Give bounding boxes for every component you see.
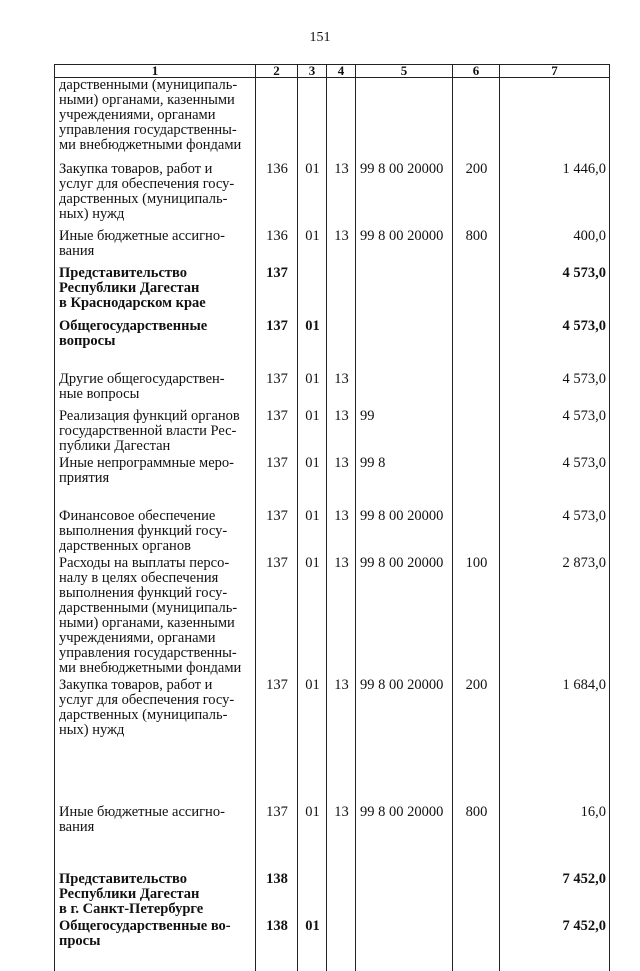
row-name (55, 370, 256, 407)
row-section (298, 264, 327, 317)
row-subsection (327, 227, 356, 264)
row-section-text: 01 (305, 408, 320, 424)
row-amount (500, 264, 610, 317)
row-name (55, 227, 256, 264)
row-expense-type (453, 507, 500, 554)
row-target-article-text (360, 917, 449, 919)
row-subsection (327, 317, 356, 370)
row-subsection-text (331, 317, 352, 319)
row-name-text: Закупка товаров, работ и услуг для обеспечения госу- дарственных (муниципаль- ных) нужд (59, 161, 235, 222)
row-code (256, 407, 298, 454)
row-target-article-text: 99 8 00 20000 (360, 228, 444, 244)
row-expense-type (453, 160, 500, 227)
row-name (55, 554, 256, 676)
row-code-text: 136 (266, 228, 288, 244)
row-subsection-text: 13 (334, 804, 349, 820)
row-code-text: 137 (266, 555, 288, 571)
row-target-article-text: 99 8 00 20000 (360, 161, 444, 177)
row-amount-text: 1 446,0 (562, 161, 606, 177)
row-section-text: 01 (305, 228, 320, 244)
row-subsection-text: 13 (334, 455, 349, 471)
row-subsection (327, 407, 356, 454)
row-subsection (327, 264, 356, 317)
row-code (256, 507, 298, 554)
row-target-article-text (360, 370, 449, 372)
row-name (55, 264, 256, 317)
row-code (256, 803, 298, 870)
row-target-article-text: 99 8 00 20000 (360, 677, 444, 693)
row-section (298, 554, 327, 676)
row-name-text: Представительство Республики Дагестан в Краснодарском крае (59, 265, 206, 311)
row-code (256, 870, 298, 917)
row-target-article-text (360, 317, 449, 319)
row-section (298, 676, 327, 803)
row-expense-type-text (457, 507, 496, 509)
row-section-text (302, 264, 323, 266)
budget-table (54, 64, 610, 971)
row-name-text: Общегосударственные вопросы (59, 318, 208, 349)
row-section (298, 227, 327, 264)
table-row (55, 803, 610, 870)
row-code (256, 676, 298, 803)
row-section-text: 01 (305, 371, 320, 387)
row-target-article (356, 370, 453, 407)
row-expense-type (453, 554, 500, 676)
row-target-article (356, 407, 453, 454)
row-target-article (356, 227, 453, 264)
row-target-article-text: 99 8 00 20000 (360, 804, 444, 820)
row-name (55, 870, 256, 917)
row-expense-type-text (457, 454, 496, 456)
row-section-text (302, 870, 323, 872)
row-code (256, 917, 298, 971)
row-target-article (356, 264, 453, 317)
row-name-text: Закупка товаров, работ и услуг для обеспечения госу- дарственных (муниципаль- ных) нужд (59, 677, 235, 738)
row-code-text: 137 (266, 265, 288, 281)
table-row (55, 454, 610, 507)
header-col-2: 2 (256, 65, 298, 78)
row-subsection (327, 160, 356, 227)
header-col-3: 3 (298, 65, 327, 78)
row-code (256, 227, 298, 264)
row-target-article (356, 870, 453, 917)
row-name (55, 160, 256, 227)
row-amount (500, 507, 610, 554)
row-expense-type (453, 870, 500, 917)
row-target-article (356, 554, 453, 676)
row-section (298, 507, 327, 554)
row-name-text: Другие общегосударствен- ные вопросы (59, 371, 225, 402)
row-amount (500, 803, 610, 870)
row-section (298, 803, 327, 870)
row-expense-type (453, 370, 500, 407)
row-expense-type (453, 78, 500, 161)
row-target-article (356, 676, 453, 803)
row-expense-type (453, 454, 500, 507)
row-section-text: 01 (305, 677, 320, 693)
row-target-article (356, 160, 453, 227)
row-name-text: Реализация функций органов государственной власти Рес- публики Дагестан (59, 408, 240, 454)
row-code-text: 137 (266, 371, 288, 387)
row-subsection-text: 13 (334, 371, 349, 387)
row-expense-type-text (457, 407, 496, 409)
row-target-article (356, 917, 453, 971)
row-target-article-text: 99 (360, 408, 375, 424)
row-code-text: 137 (266, 508, 288, 524)
row-section (298, 370, 327, 407)
row-section-text: 01 (305, 555, 320, 571)
row-amount-text: 4 573,0 (562, 408, 606, 424)
row-subsection (327, 507, 356, 554)
row-subsection-text: 13 (334, 677, 349, 693)
row-name-text: Представительство Республики Дагестан в г. Санкт-Петербурге (59, 871, 204, 917)
row-code (256, 454, 298, 507)
row-subsection-text: 13 (334, 228, 349, 244)
row-subsection (327, 917, 356, 971)
row-amount-text: 4 573,0 (562, 371, 606, 387)
row-expense-type (453, 407, 500, 454)
row-name-text: Иные бюджетные ассигно- вания (59, 804, 225, 835)
row-target-article-text (360, 870, 449, 872)
row-name-text: дарственными (муниципаль- ными) органами, казенными учреждениями, органами управления государственны- ми внебюджетными фондами (59, 77, 242, 153)
row-amount (500, 160, 610, 227)
row-code (256, 160, 298, 227)
row-name-text: Общегосударственные во- просы (59, 918, 231, 949)
row-code-text: 137 (266, 804, 288, 820)
row-section (298, 870, 327, 917)
header-col-5: 5 (356, 65, 453, 78)
table-row (55, 507, 610, 554)
row-code-text: 138 (266, 918, 288, 934)
table-row (55, 870, 610, 917)
table-row (55, 227, 610, 264)
page-number: 151 (309, 30, 331, 45)
row-subsection (327, 870, 356, 917)
row-code (256, 78, 298, 161)
row-name-text: Иные непрограммные меро- приятия (59, 455, 234, 486)
row-name (55, 917, 256, 971)
row-subsection-text: 13 (334, 508, 349, 524)
row-section (298, 407, 327, 454)
row-code-text: 136 (266, 161, 288, 177)
row-name (55, 407, 256, 454)
row-target-article-text: 99 8 (360, 455, 386, 471)
header-row (55, 65, 610, 78)
row-amount (500, 227, 610, 264)
row-name (55, 454, 256, 507)
row-amount-text: 7 452,0 (562, 871, 606, 887)
row-target-article (356, 317, 453, 370)
row-code (256, 317, 298, 370)
row-subsection-text: 13 (334, 408, 349, 424)
row-expense-type-text: 200 (465, 161, 488, 177)
row-amount (500, 78, 610, 161)
row-amount-text: 4 573,0 (562, 318, 606, 334)
row-section-text: 01 (305, 318, 320, 334)
row-subsection (327, 676, 356, 803)
row-amount-text: 400,0 (573, 228, 606, 244)
row-amount (500, 407, 610, 454)
row-target-article-text: 99 8 00 20000 (360, 508, 444, 524)
header-col-7: 7 (500, 65, 610, 78)
row-subsection (327, 454, 356, 507)
table-row (55, 264, 610, 317)
row-code-text: 138 (266, 871, 288, 887)
table-row (55, 317, 610, 370)
row-name-text: Финансовое обеспечение выполнения функций госу- дарственных органов (59, 508, 228, 554)
row-amount-text: 4 573,0 (562, 265, 606, 281)
row-expense-type-text (457, 917, 496, 919)
row-subsection (327, 554, 356, 676)
row-target-article (356, 78, 453, 161)
table-row (55, 554, 610, 676)
row-target-article (356, 803, 453, 870)
row-expense-type-text (457, 870, 496, 872)
row-expense-type-text (457, 370, 496, 372)
row-name (55, 676, 256, 803)
row-subsection-text (331, 870, 352, 872)
row-name (55, 317, 256, 370)
row-expense-type (453, 803, 500, 870)
row-name (55, 507, 256, 554)
row-subsection-text (331, 917, 352, 919)
row-expense-type (453, 317, 500, 370)
row-expense-type-text (457, 264, 496, 266)
row-section-text: 01 (305, 455, 320, 471)
row-code-text: 137 (266, 318, 288, 334)
row-expense-type-text (457, 317, 496, 319)
row-amount-text: 2 873,0 (562, 555, 606, 571)
row-target-article (356, 454, 453, 507)
table-row (55, 160, 610, 227)
table-row (55, 676, 610, 803)
row-expense-type (453, 676, 500, 803)
row-amount-text: 16,0 (580, 804, 606, 820)
row-expense-type-text: 800 (465, 804, 488, 820)
row-section (298, 160, 327, 227)
row-expense-type (453, 917, 500, 971)
row-amount-text: 1 684,0 (562, 677, 606, 693)
table-row (55, 78, 610, 161)
row-subsection (327, 370, 356, 407)
row-expense-type-text: 200 (465, 677, 488, 693)
row-code (256, 370, 298, 407)
table-row (55, 370, 610, 407)
row-section (298, 454, 327, 507)
row-expense-type (453, 227, 500, 264)
row-section-text: 01 (305, 804, 320, 820)
row-target-article-text (360, 264, 449, 266)
row-code (256, 264, 298, 317)
row-expense-type-text: 800 (465, 228, 488, 244)
row-section (298, 317, 327, 370)
row-code (256, 554, 298, 676)
row-target-article-text: 99 8 00 20000 (360, 555, 444, 571)
row-expense-type-text: 100 (465, 555, 488, 571)
table-row (55, 407, 610, 454)
row-target-article (356, 507, 453, 554)
row-subsection (327, 78, 356, 161)
row-section (298, 917, 327, 971)
header-col-4: 4 (327, 65, 356, 78)
row-section-text: 01 (305, 918, 320, 934)
table-row (55, 917, 610, 971)
row-amount-text: 4 573,0 (562, 455, 606, 471)
row-section-text: 01 (305, 508, 320, 524)
row-subsection-text: 13 (334, 555, 349, 571)
row-name-text: Расходы на выплаты персо- налу в целях обеспечения выполнения функций госу- дарственными (муниципаль- ными) органами, казенными учреждениями, органами управления государственны- ми внебюджетными фондами (59, 555, 242, 676)
row-subsection-text: 13 (334, 161, 349, 177)
row-subsection-text (331, 264, 352, 266)
row-amount (500, 317, 610, 370)
row-amount-text: 4 573,0 (562, 508, 606, 524)
row-name (55, 803, 256, 870)
row-amount (500, 454, 610, 507)
row-subsection (327, 803, 356, 870)
header-col-6: 6 (453, 65, 500, 78)
row-section-text: 01 (305, 161, 320, 177)
row-expense-type (453, 264, 500, 317)
row-name (55, 78, 256, 161)
row-section (298, 78, 327, 161)
row-amount (500, 870, 610, 917)
row-name-text: Иные бюджетные ассигно- вания (59, 228, 225, 259)
row-amount (500, 917, 610, 971)
row-amount (500, 554, 610, 676)
row-code-text: 137 (266, 677, 288, 693)
row-code-text: 137 (266, 408, 288, 424)
row-amount (500, 370, 610, 407)
header-col-1: 1 (55, 65, 256, 78)
row-code-text: 137 (266, 455, 288, 471)
row-amount (500, 676, 610, 803)
row-amount-text: 7 452,0 (562, 918, 606, 934)
